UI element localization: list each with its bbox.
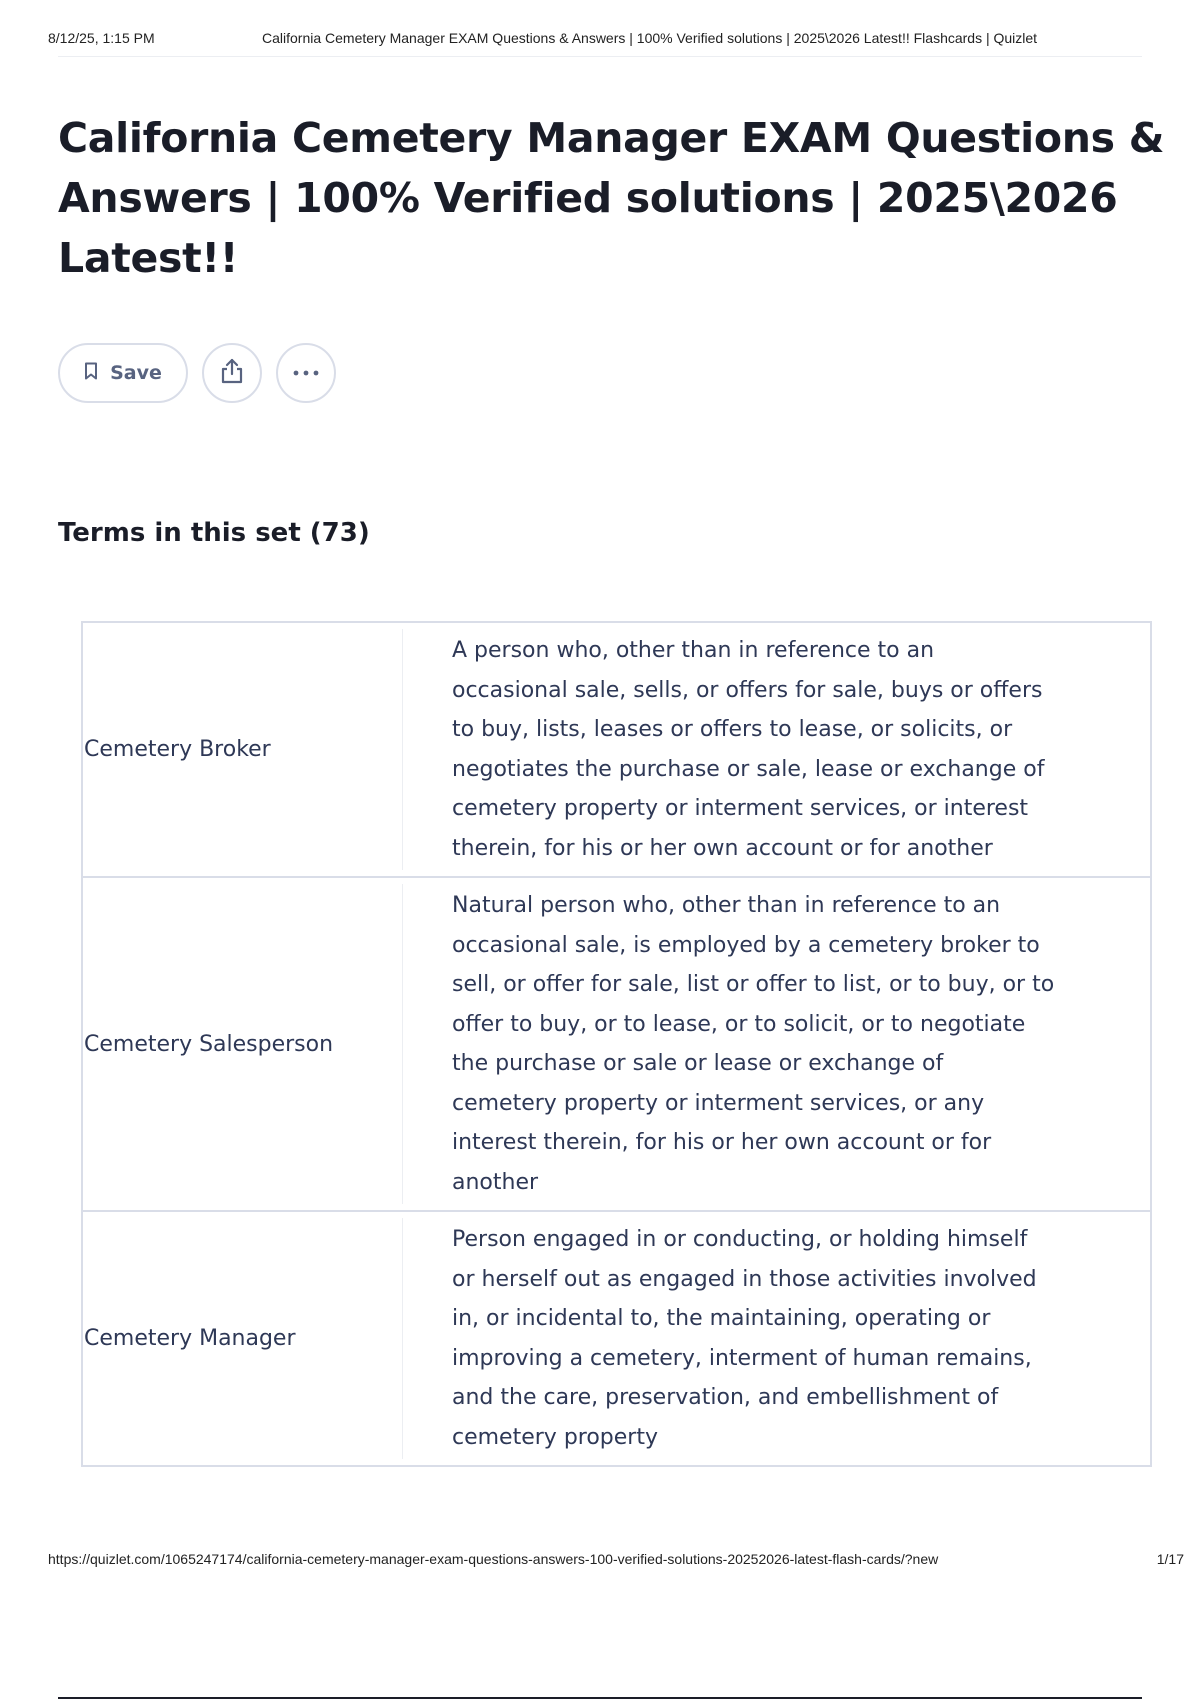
- definition-line: Person engaged in or conducting, or holding himself: [452, 1227, 1028, 1252]
- definition-line: cemetery property or interment services, or any: [452, 1090, 985, 1116]
- definition-line: or herself out as engaged in those activities involved: [452, 1266, 1037, 1292]
- page-title: California Cemetery Manager EXAM Questions & Answers | 100% Verified solutions | 2025\2026 Latest!!: [58, 114, 1165, 282]
- share-icon: [219, 357, 245, 390]
- term-word: Cemetery Manager: [83, 1218, 403, 1459]
- share-button[interactable]: [202, 343, 262, 403]
- term-definition: [403, 878, 1150, 1210]
- terms-table: [81, 621, 1152, 1467]
- bookmark-icon: [84, 362, 98, 385]
- definition-line: occasional sale, is employed by a cemetery broker to: [452, 932, 1040, 958]
- action-bar: [58, 343, 336, 403]
- definition-line: negotiates the purchase or sale, lease or exchange of: [452, 756, 1045, 782]
- definition-line: Natural person who, other than in reference to an: [452, 893, 1001, 918]
- bottom-divider: [58, 1697, 1142, 1699]
- page-number: 1/17: [1156, 1551, 1184, 1567]
- term-definition: [403, 1212, 1150, 1465]
- definition-line: in, or incidental to, the maintaining, operating or: [452, 1306, 991, 1331]
- print-url: https://quizlet.com/1065247174/california-cemetery-manager-exam-questions-answers-100-verified-solutions-20252026-latest-flash-cards/?new: [48, 1551, 939, 1567]
- definition-line: and the care, preservation, and embellishment of: [452, 1385, 999, 1410]
- term-row: [83, 1212, 1150, 1465]
- definition-line: offer to buy, or to lease, or to solicit, or to negotiate: [452, 1011, 1026, 1037]
- definition-line: the purchase or sale or lease or exchange of: [452, 1051, 944, 1076]
- definition-line: therein, for his or her own account or for another: [452, 835, 993, 861]
- print-doc-title: California Cemetery Manager EXAM Questions & Answers | 100% Verified solutions | 2025\2026 Latest!! Flashcards | Quizlet: [262, 30, 1038, 46]
- term-word: Cemetery Broker: [83, 629, 403, 870]
- print-date: 8/12/25, 1:15 PM: [48, 30, 155, 46]
- terms-heading: Terms in this set (73): [58, 518, 370, 548]
- print-header: [48, 30, 1152, 50]
- definition-line: A person who, other than in reference to an: [452, 638, 935, 663]
- term-definition: [403, 623, 1150, 876]
- term-word: Cemetery Salesperson: [83, 884, 403, 1204]
- save-label: Save: [110, 362, 162, 384]
- definition-line: cemetery property: [452, 1424, 658, 1450]
- definition-line: sell, or offer for sale, list or offer to list, or to buy, or to: [452, 972, 1055, 997]
- more-horizontal-icon: [292, 364, 320, 382]
- definition-line: another: [452, 1169, 539, 1195]
- definition-line: cemetery property or interment services, or interest: [452, 796, 1029, 821]
- definition-line: to buy, lists, leases or offers to lease, or solicits, or: [452, 717, 1013, 742]
- definition-line: occasional sale, sells, or offers for sale, buys or offers: [452, 677, 1043, 703]
- save-button[interactable]: [58, 343, 188, 403]
- term-row: [83, 623, 1150, 878]
- term-row: [83, 878, 1150, 1212]
- more-options-button[interactable]: [276, 343, 336, 403]
- definition-line: interest therein, for his or her own account or for: [452, 1130, 992, 1155]
- header-divider: [58, 56, 1142, 57]
- definition-line: improving a cemetery, interment of human remains,: [452, 1345, 1032, 1371]
